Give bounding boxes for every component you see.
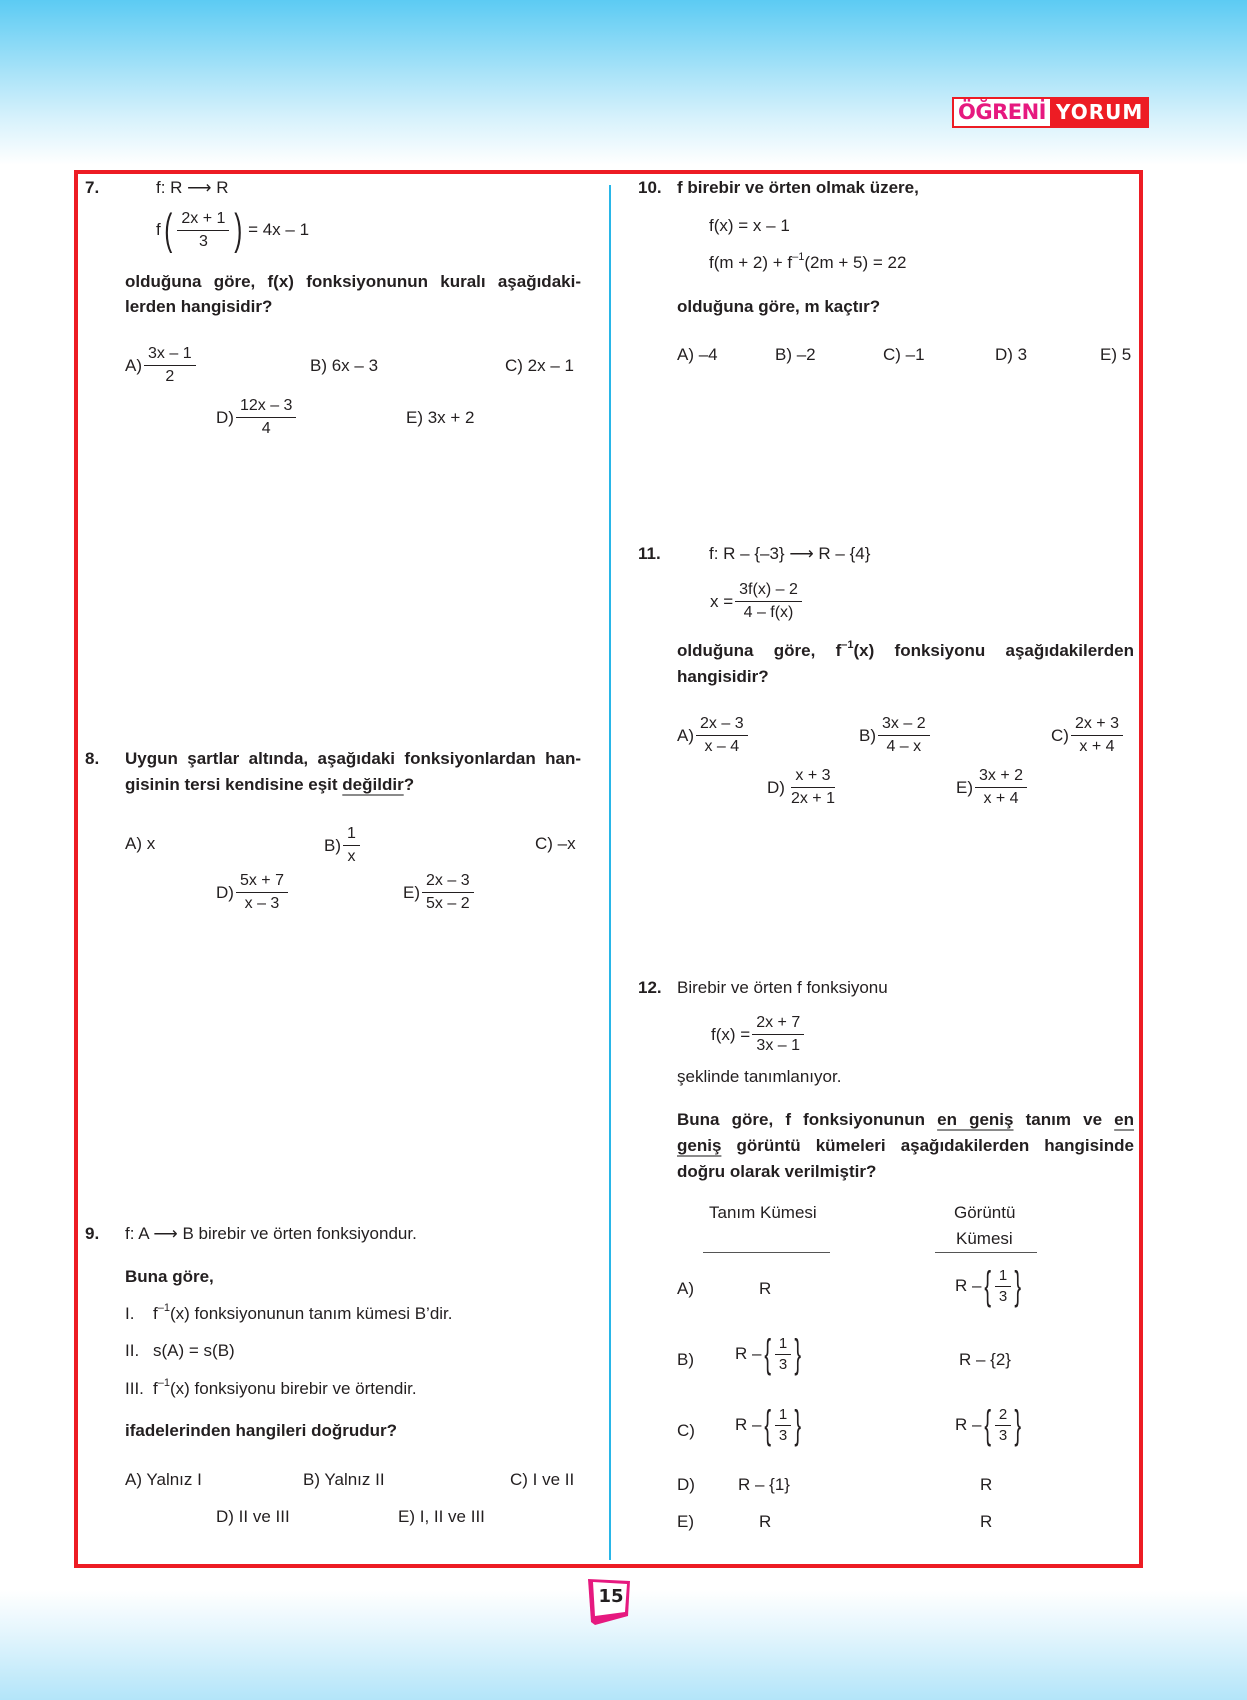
eq-part: f(m + 2) + f (709, 253, 793, 272)
q11-question-line1 (677, 641, 1134, 661)
q7-question-line2: lerden hangisidir? (125, 297, 273, 316)
set-braces: { $\frac{1}{3}$ } (764, 1403, 802, 1447)
option-label: B) (324, 835, 341, 855)
denominator: 3 (198, 232, 208, 250)
set-braces: { $\frac{1}{3}$ } (764, 1332, 802, 1376)
q9-option-c[interactable]: C) I ve II (510, 1470, 575, 1489)
question-number: 10. (638, 178, 662, 197)
q8-option-e[interactable] (403, 871, 476, 914)
set-prefix: R – (735, 1344, 762, 1363)
q9-statement-3 (125, 1379, 417, 1399)
option-fraction (975, 766, 1027, 809)
page-number: 15 (598, 1586, 624, 1607)
q7-eq-f: f (156, 220, 161, 239)
set-prefix: R – (735, 1415, 762, 1434)
denominator: 3x – 1 (756, 1037, 801, 1054)
numerator: 3x – 2 (878, 714, 930, 736)
option-fraction (878, 714, 930, 757)
denominator: x – 3 (244, 895, 280, 912)
q10-option-b[interactable]: B) –2 (775, 345, 816, 364)
q7-option-c[interactable]: C) 2x – 1 (505, 356, 574, 375)
eq-fraction (752, 1013, 804, 1056)
denominator: 5x – 2 (426, 895, 470, 912)
q10-eq1: f(x) = x – 1 (709, 216, 790, 235)
q8-question-line1: Uygun şartlar altında, aşağıdaki fonksiyonlardan han- (125, 749, 581, 768)
question-number: 9. (85, 1224, 100, 1243)
q12-col-range-header-line1: Görüntü (954, 1203, 1016, 1222)
denominator: 4 – f(x) (743, 604, 794, 621)
q7-option-d[interactable] (216, 396, 298, 439)
q8-question-emphasis: değildir (342, 775, 404, 794)
set-braces: { $\frac{1}{3}$ } (984, 1264, 1022, 1308)
option-label: D) (216, 407, 234, 427)
brand-logo (952, 97, 1149, 128)
option-fraction (696, 714, 748, 757)
q11-option-e[interactable] (956, 766, 1029, 809)
column-divider (609, 185, 611, 1560)
denominator: 3 (998, 1426, 1008, 1444)
denominator: 4 – x (886, 738, 922, 755)
q7-option-b[interactable]: B) 6x – 3 (310, 356, 379, 375)
q12-equation (711, 1013, 806, 1056)
q8-question-text: gisinin tersi kendisine eşit (125, 775, 343, 794)
question-text: olduğuna göre, f (677, 641, 842, 660)
set-prefix: R – (955, 1415, 982, 1434)
denominator: x – 4 (704, 738, 740, 755)
set-braces: { $\frac{2}{3}$ } (984, 1403, 1022, 1447)
numerator: 2x – 3 (422, 871, 474, 893)
q10-option-e[interactable]: E) 5 (1100, 345, 1132, 364)
q10-option-d[interactable]: D) 3 (995, 345, 1028, 364)
q10-question: olduğuna göre, m kaçtır? (677, 297, 881, 316)
numerator: 1 (343, 824, 360, 846)
q7-eq-rhs: = 4x – 1 (248, 220, 310, 239)
q11-question-line2: hangisidir? (677, 667, 769, 686)
q8-question-line2 (125, 775, 414, 795)
page-number-badge (587, 1578, 633, 1626)
option-label: B) (677, 1350, 694, 1369)
statement-label: II. (125, 1341, 140, 1360)
q9-option-a[interactable]: A) Yalnız I (125, 1470, 202, 1489)
numerator: 12x – 3 (236, 396, 296, 418)
q9-statement-2 (125, 1341, 235, 1361)
question-number: 8. (85, 749, 100, 768)
numerator: 3f(x) – 2 (735, 580, 802, 602)
numerator: 1 (775, 1335, 791, 1355)
option-fraction (787, 766, 839, 809)
inverse-superscript: –1 (157, 1377, 170, 1389)
denominator: 2 (165, 368, 175, 385)
denominator: x (347, 848, 356, 865)
option-fraction (422, 871, 474, 914)
q10-option-c[interactable]: C) –1 (883, 345, 925, 364)
question-number: 7. (85, 178, 100, 197)
q11-option-b[interactable] (859, 714, 932, 757)
brand-logo-part2: YORUM (1056, 100, 1144, 124)
question-text: Buna göre, f fonksiyonunun (677, 1110, 938, 1129)
option-range: R – {2} (959, 1350, 1011, 1369)
q9-option-e[interactable]: E) I, II ve III (398, 1507, 485, 1526)
option-label: A) (677, 725, 694, 745)
q11-option-c[interactable] (1051, 714, 1125, 757)
option-domain (735, 1405, 805, 1445)
question-number: 11. (638, 544, 661, 563)
q11-option-a[interactable] (677, 714, 750, 757)
question-emphasis: geniş (677, 1136, 722, 1155)
option-label: D) (767, 777, 785, 797)
numerator: 2x + 3 (1071, 714, 1123, 736)
q11-equation (710, 580, 804, 623)
q9-option-d[interactable]: D) II ve III (216, 1507, 290, 1526)
q8-option-b[interactable] (324, 824, 362, 867)
denominator: 3 (778, 1426, 788, 1444)
statement-text: s(A) = s(B) (153, 1341, 235, 1360)
option-label: E) (403, 882, 420, 902)
option-fraction (236, 871, 288, 914)
denominator: 3 (778, 1355, 788, 1373)
q12-domain-header-rule (703, 1252, 830, 1253)
q9-question: ifadelerinden hangileri doğrudur? (125, 1421, 398, 1440)
numerator: 2x + 7 (752, 1013, 804, 1035)
question-text: görüntü kümeleri aşağıdakilerden hangisinde (721, 1136, 1134, 1155)
question-emphasis: en geniş (937, 1110, 1014, 1129)
q9-intro: f: A ⟶ B birebir ve örten fonksiyondur. (125, 1224, 417, 1243)
option-range (955, 1266, 1025, 1306)
right-paren: ) (234, 205, 243, 254)
question-emphasis: en (1114, 1110, 1135, 1129)
denominator: 4 (261, 420, 271, 437)
q7-eq-fraction (177, 209, 229, 252)
numerator: 5x + 7 (236, 871, 288, 893)
numerator: x + 3 (791, 766, 834, 788)
option-label: D) (216, 882, 234, 902)
inverse-superscript: –1 (792, 251, 805, 263)
set-prefix: R – (955, 1276, 982, 1295)
eq-part: (2m + 5) = 22 (804, 253, 907, 272)
question-number: 12. (638, 978, 662, 997)
option-domain: R (759, 1279, 772, 1298)
statement-f: f (153, 1304, 158, 1323)
q7-option-e[interactable]: E) 3x + 2 (406, 408, 475, 427)
q12-range-header-rule (935, 1252, 1037, 1253)
inverse-superscript: –1 (841, 639, 854, 651)
q12-question-line3: doğru olarak verilmiştir? (677, 1162, 877, 1181)
q11-mapping: f: R – {–3} ⟶ R – {4} (709, 544, 871, 563)
denominator: x + 4 (983, 790, 1019, 807)
option-label: C) (1051, 725, 1069, 745)
option-fraction (236, 396, 296, 439)
question-text: tanım ve (1013, 1110, 1115, 1129)
denominator: x + 4 (1079, 738, 1115, 755)
numerator: 3x + 2 (975, 766, 1027, 788)
q12-intro: Birebir ve örten f fonksiyonu (677, 978, 888, 997)
statement-text: (x) fonksiyonu birebir ve örtendir. (169, 1379, 417, 1398)
q7-question-line1: olduğuna göre, f(x) fonksiyonunun kuralı aşağıdaki- (125, 272, 581, 291)
numerator: 2 (995, 1406, 1011, 1426)
option-fraction (1071, 714, 1123, 757)
q10-eq2 (709, 253, 906, 273)
q12-defined: şeklinde tanımlanıyor. (677, 1067, 842, 1086)
q7-option-a[interactable] (125, 344, 198, 387)
q12-question-line1 (677, 1110, 1134, 1130)
q8-option-a[interactable]: A) x (125, 834, 156, 853)
q8-question-mark: ? (403, 775, 415, 794)
numerator: 3x – 1 (144, 344, 196, 366)
q11-option-d[interactable] (767, 766, 841, 809)
q12-col-domain-header: Tanım Kümesi (709, 1203, 817, 1222)
q7-mapping: f: R ⟶ R (156, 178, 229, 197)
option-domain: R – {1} (738, 1475, 790, 1494)
brand-logo-part1: ÖĞRENİ (954, 99, 1050, 126)
q7-equation (156, 205, 310, 254)
denominator: 3 (998, 1287, 1008, 1305)
numerator: 2x – 3 (696, 714, 748, 736)
option-label: A) (125, 355, 142, 375)
option-label: A) (677, 1279, 694, 1298)
denominator: 2x + 1 (790, 790, 835, 807)
statement-label: III. (125, 1379, 144, 1398)
q12-question-line2 (677, 1136, 1134, 1156)
option-label: E) (956, 777, 973, 797)
statement-label: I. (125, 1304, 135, 1323)
option-range: R (980, 1512, 993, 1531)
q8-option-c[interactable]: C) –x (535, 834, 576, 853)
eq-lhs: x = (710, 591, 734, 611)
q10-option-a[interactable]: A) –4 (677, 345, 718, 364)
option-range (955, 1405, 1025, 1445)
option-fraction (343, 824, 360, 867)
inverse-superscript: –1 (157, 1302, 170, 1314)
option-label: D) (677, 1475, 695, 1494)
statement-text: (x) fonksiyonunun tanım kümesi B’dir. (169, 1304, 453, 1323)
option-domain (735, 1334, 805, 1374)
numerator: 1 (995, 1267, 1011, 1287)
option-label: E) (677, 1512, 694, 1531)
q9-statement-1 (125, 1304, 453, 1324)
option-domain: R (759, 1512, 772, 1531)
option-label: C) (677, 1421, 695, 1440)
option-range: R (980, 1475, 993, 1494)
left-paren: ( (164, 205, 173, 254)
q10-intro: f birebir ve örten olmak üzere, (677, 178, 919, 197)
q8-option-d[interactable] (216, 871, 290, 914)
question-text: (x) fonksiyonu aşağıdakilerden (853, 641, 1134, 660)
statement-f: f (153, 1379, 158, 1398)
q12-col-range-header-line2: Kümesi (956, 1229, 1013, 1248)
eq-lhs: f(x) = (711, 1024, 751, 1044)
option-label: B) (859, 725, 876, 745)
q9-lead: Buna göre, (125, 1267, 214, 1286)
eq-fraction (735, 580, 802, 623)
numerator: 1 (775, 1406, 791, 1426)
numerator: 2x + 1 (177, 209, 229, 231)
q9-option-b[interactable]: B) Yalnız II (303, 1470, 385, 1489)
option-fraction (144, 344, 196, 387)
